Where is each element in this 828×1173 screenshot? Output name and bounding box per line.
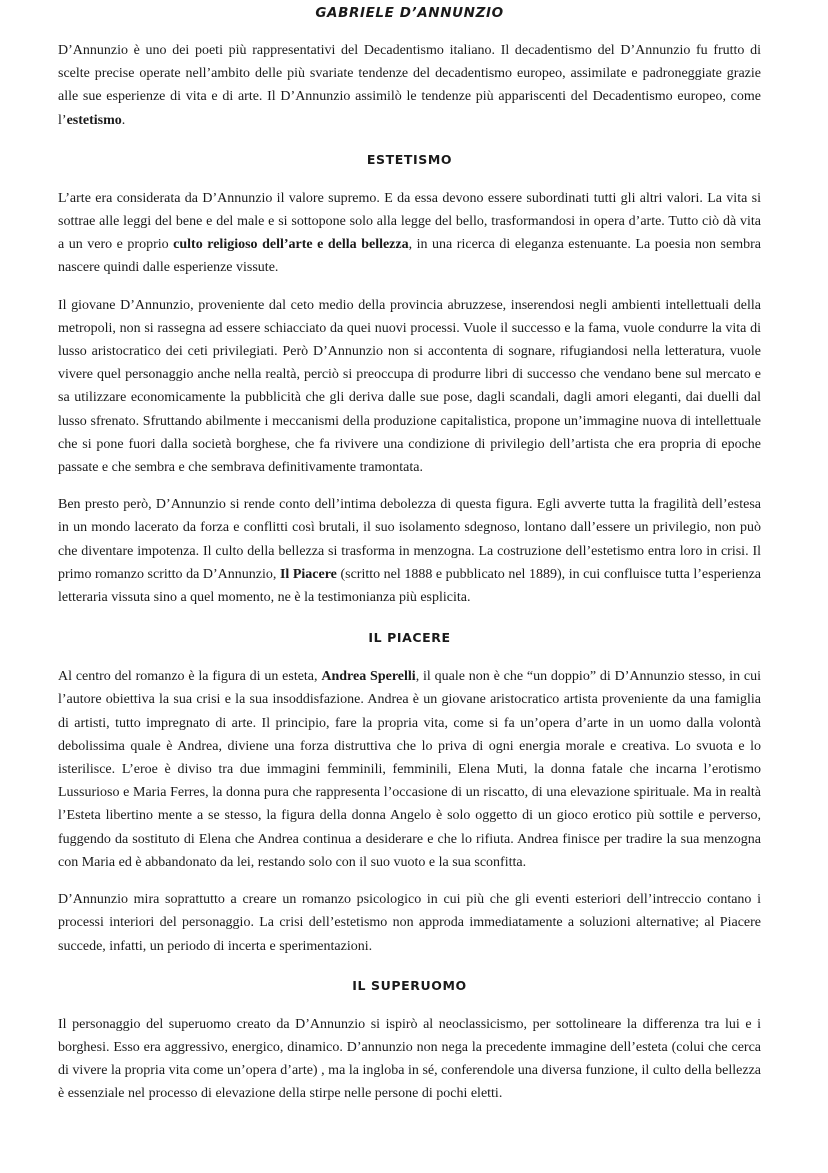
- section-heading-estetismo: ESTETISMO: [366, 151, 453, 167]
- estetismo-p3-text-2: (scritto nel 1888 e pubblicato nel 1889), in cui confluisce tutta l’esperienza letteraria vissuta sino a quel momento, ne è la testimonianza più esplicita.: [58, 566, 761, 606]
- document-title: GABRIELE D’ANNUNZIO: [315, 5, 504, 21]
- piacere-p1-bold-andrea-sperelli: Andrea Sperelli: [321, 669, 416, 685]
- piacere-paragraph-2: D’Annunzio mira soprattutto a creare un romanzo psicologico in cui più che gli eventi esteriori dell’intreccio contano i processi interiori del personaggio. La crisi dell’estetismo non approda immediatamente a soluzioni alternative; al Piacere succede, infatti, un periodo di incerta e sperimentazioni.: [58, 892, 761, 954]
- document-page: [0, 4, 828, 1173]
- intro-text-1: D’Annunzio è uno dei poeti più rappresentativi del Decadentismo italiano. Il decadentismo del D’Annunzio fu frutto di scelte precise operate nell’ambito delle più svariate tendenze del decadentismo europeo, assimilate e padroneggiate grazie alle sue esperienze di vita e di arte. Il D’Annunzio assimilò le tendenze più appariscenti del Decadentismo europeo, come l’: [58, 43, 761, 128]
- intro-paragraph: [58, 39, 761, 132]
- estetismo-p3-text-1: Ben presto però, D’Annunzio si rende conto dell’intima debolezza di questa figura. Egli avverte tutta la fragilità dell’estesa in un mondo lacerato da forza e conflitti così brutali, il suo isolamento sdegnoso, lontano dall’essere un privilegio, non può che diventare impotenza. Il culto della bellezza si trasforma in menzogna. La costruzione dell’estetismo entra loro in crisi. Il primo romanzo scritto da D’Annunzio,: [58, 497, 761, 582]
- section-heading-il-piacere: IL PIACERE: [368, 630, 451, 646]
- intro-text-2: .: [121, 112, 126, 128]
- estetismo-p1-text-1: L’arte era considerata da D’Annunzio il valore supremo. E da essa devono essere subordinati tutti gli altri valori. La vita si sottrae alle leggi del bene e del male e si sottopone solo alla legge del bello, trasformandosi in opera d’arte. Tutto ciò dà vita a un vero e proprio: [58, 190, 761, 253]
- intro-bold-estetismo: estetismo: [66, 112, 122, 128]
- piacere-p1-text-2: , il quale non è che “un doppio” di D’Annunzio stesso, in cui l’autore obiettiva la sua crisi e la sua insoddisfazione. Andrea è un giovane aristocratico artista proveniente da una famiglia di artisti, tutto impregnato di arte. Il principio, fare la propria vita, come si fa un’opera d’arte in un uomo dalla volontà debolissima quale è Andrea, diviene una forza distruttiva che lo priva di ogni energia morale e creativa. Lo svuota e lo isterilisce. L’eroe è diviso tra due immagini femminili, femminili, Elena Muti, la donna fatale che incarna l’erotismo Lussurioso e Maria Ferres, la donna pura che rappresenta l’occasione di un riscatto, di una elevazione spirituale. Ma in realtà l’Esteta libertino mente a se stesso, la figura della donna Angelo è solo oggetto di un gioco erotico più sottile e perverso, fuggendo da sostituto di Elena che Andrea continua a desiderare e che lo rifiuta. Andrea finisce per tradire la sua menzogna con Maria ed è abbandonato da lei, restando solo con il suo vuoto e la sua sconfitta.: [58, 669, 761, 870]
- estetismo-paragraph-2: Il giovane D’Annunzio, proveniente dal ceto medio della provincia abruzzese, inserendosi negli ambienti intellettuali della metropoli, non si rassegna ad essere schiacciato da quei nuovi processi. Vuole il successo e la fama, vuole condurre la vita di lusso aristocratico dei ceti privilegiati. Però D’Annunzio non si accontenta di sognare, rifugiandosi nella letteratura, vuole vivere quel personaggio anche nella realtà, perciò si preoccupa di produrre libri di successo che vendano bene sul mercato e sa utilizzare economicamente la pubblicità che gli deriva dalle sue pose, dagli scandali, dagli amori eleganti, dai duelli dal lusso sfrenato. Sfruttando abilmente i meccanismi della produzione capitalistica, propone un’immagine nuova di intellettuale che si pone fuori dalla società borghese, che fa rivivere una condizione di privilegio dell’artista che era propria di epoche passate e che sembra e che sembrava definitivamente tramontata.: [58, 297, 761, 476]
- piacere-paragraph-1: [58, 665, 761, 874]
- estetismo-paragraph-3: [58, 493, 761, 609]
- estetismo-paragraph-1: [58, 187, 761, 280]
- superuomo-paragraph-1: Il personaggio del superuomo creato da D’Annunzio si ispirò al neoclassicismo, per sottolineare la differenza tra lui e i borghesi. Esso era aggressivo, energico, dinamico. D’annunzio non nega la precedente immagine dell’esteta (colui che cerca di vivere la propria vita come un’opera d’arte) , ma la ingloba in sé, conferendole una diversa funzione, il culto della bellezza è essenziale nel processo di elevazione della stirpe nelle persone di pochi eletti.: [58, 1016, 761, 1102]
- section-heading-il-superuomo: IL SUPERUOMO: [352, 977, 467, 993]
- estetismo-p3-bold-il-piacere: Il Piacere: [279, 566, 337, 582]
- estetismo-p1-bold: culto religioso dell’arte e della bellezza: [173, 237, 409, 253]
- estetismo-p1-text-2: , in una ricerca di eleganza estenuante. La poesia non sembra nascere quindi dalle esperienze vissute.: [58, 237, 761, 276]
- piacere-p1-text-1: Al centro del romanzo è la figura di un esteta,: [58, 669, 322, 685]
